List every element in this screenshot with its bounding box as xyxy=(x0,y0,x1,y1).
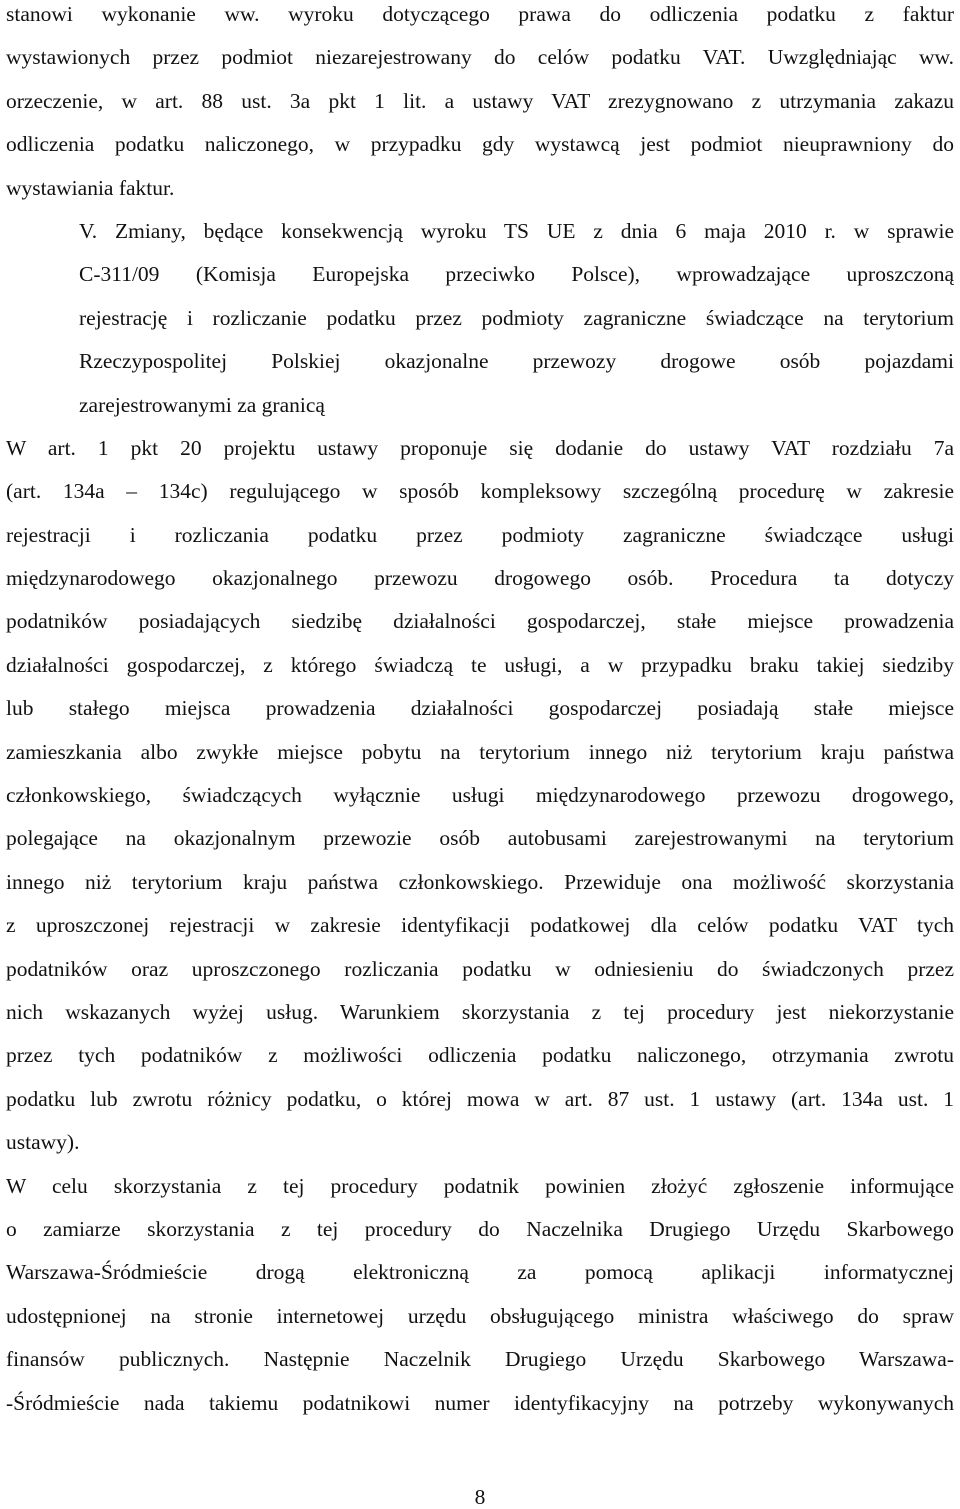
text-line: członkowskiego, świadczących wyłącznie usługi międzynarodowego przewozu drogowego, xyxy=(6,783,954,808)
text-line: podatników posiadających siedzibę działalności gospodarczej, stałe miejsce prowadzenia xyxy=(6,609,954,634)
text-line: finansów publicznych. Następnie Naczelnik Drugiego Urzędu Skarbowego Warszawa- xyxy=(6,1347,954,1372)
text-line: -Śródmieście nada takiemu podatnikowi numer identyfikacyjny na potrzeby wykonywanych xyxy=(6,1390,954,1415)
text-line: orzeczenie, w art. 88 ust. 3a pkt 1 lit. a ustawy VAT zrezygnowano z utrzymania zakazu xyxy=(6,88,954,113)
text-line: (art. 134a – 134c) regulującego w sposób kompleksowy szczególną procedurę w zakresie xyxy=(6,479,954,504)
section-heading xyxy=(6,217,954,434)
paragraph-3 xyxy=(6,1172,954,1432)
text-line: podatku lub zwrotu różnicy podatku, o której mowa w art. 87 ust. 1 ustawy (art. 134a ust. 1 xyxy=(6,1086,954,1111)
text-line: stanowi wykonanie ww. wyroku dotyczącego prawa do odliczenia podatku z faktur xyxy=(6,2,954,26)
heading-line: C-311/09 (Komisja Europejska przeciwko Polsce), wprowadzające uproszczoną xyxy=(79,262,954,287)
text-line: z uproszczonej rejestracji w zakresie identyfikacji podatkowej dla celów podatku VAT tych xyxy=(6,913,954,938)
text-line: podatników oraz uproszczonego rozliczania podatku w odniesieniu do świadczonych przez xyxy=(6,956,954,981)
heading-line: V. Zmiany, będące konsekwencją wyroku TS UE z dnia 6 maja 2010 r. w sprawie xyxy=(79,218,954,243)
text-line: działalności gospodarczej, z którego świadczą te usługi, a w przypadku braku takiej siedziby xyxy=(6,652,954,677)
text-line: W celu skorzystania z tej procedury podatnik powinien złożyć zgłoszenie informujące xyxy=(6,1173,954,1198)
text-line: rejestracji i rozliczania podatku przez podmioty zagraniczne świadczące usługi xyxy=(6,522,954,547)
paragraph-2 xyxy=(6,434,954,1172)
text-line: międzynarodowego okazjonalnego przewozu drogowego osób. Procedura ta dotyczy xyxy=(6,566,954,591)
page-number: 8 xyxy=(474,1485,486,1509)
text-line: wystawionych przez podmiot niezarejestrowany do celów podatku VAT. Uwzględniając ww. xyxy=(6,45,954,70)
text-line: udostępnionej na stronie internetowej urzędu obsługującego ministra właściwego do spraw xyxy=(6,1303,954,1328)
text-line: przez tych podatników z możliwości odliczenia podatku naliczonego, otrzymania zwrotu xyxy=(6,1043,954,1068)
text-line: odliczenia podatku naliczonego, w przypadku gdy wystawcą jest podmiot nieuprawniony do xyxy=(6,132,954,157)
paragraph-1 xyxy=(6,0,954,217)
heading-line: zarejestrowanymi za granicą xyxy=(79,392,325,417)
text-line: ustawy). xyxy=(6,1130,80,1155)
text-line: o zamiarze skorzystania z tej procedury do Naczelnika Drugiego Urzędu Skarbowego xyxy=(6,1216,954,1241)
heading-line: rejestrację i rozliczanie podatku przez podmioty zagraniczne świadczące na terytorium xyxy=(79,305,954,330)
text-line: zamieszkania albo zwykłe miejsce pobytu na terytorium innego niż terytorium kraju państwa xyxy=(6,739,954,764)
text-line: innego niż terytorium kraju państwa członkowskiego. Przewiduje ona możliwość skorzystania xyxy=(6,869,954,894)
text-line: Warszawa-Śródmieście drogą elektroniczną za pomocą aplikacji informatycznej xyxy=(6,1260,954,1285)
document-page xyxy=(6,0,954,1432)
heading-line: Rzeczypospolitej Polskiej okazjonalne przewozy drogowe osób pojazdami xyxy=(79,349,954,374)
text-line: nich wskazanych wyżej usług. Warunkiem skorzystania z tej procedury jest niekorzystanie xyxy=(6,999,954,1024)
text-line: polegające na okazjonalnym przewozie osób autobusami zarejestrowanymi na terytorium xyxy=(6,826,954,851)
text-line: W art. 1 pkt 20 projektu ustawy proponuje się dodanie do ustawy VAT rozdziału 7a xyxy=(6,435,954,460)
text-line: lub stałego miejsca prowadzenia działalności gospodarczej posiadają stałe miejsce xyxy=(6,696,954,721)
text-line: wystawiania faktur. xyxy=(6,175,175,200)
